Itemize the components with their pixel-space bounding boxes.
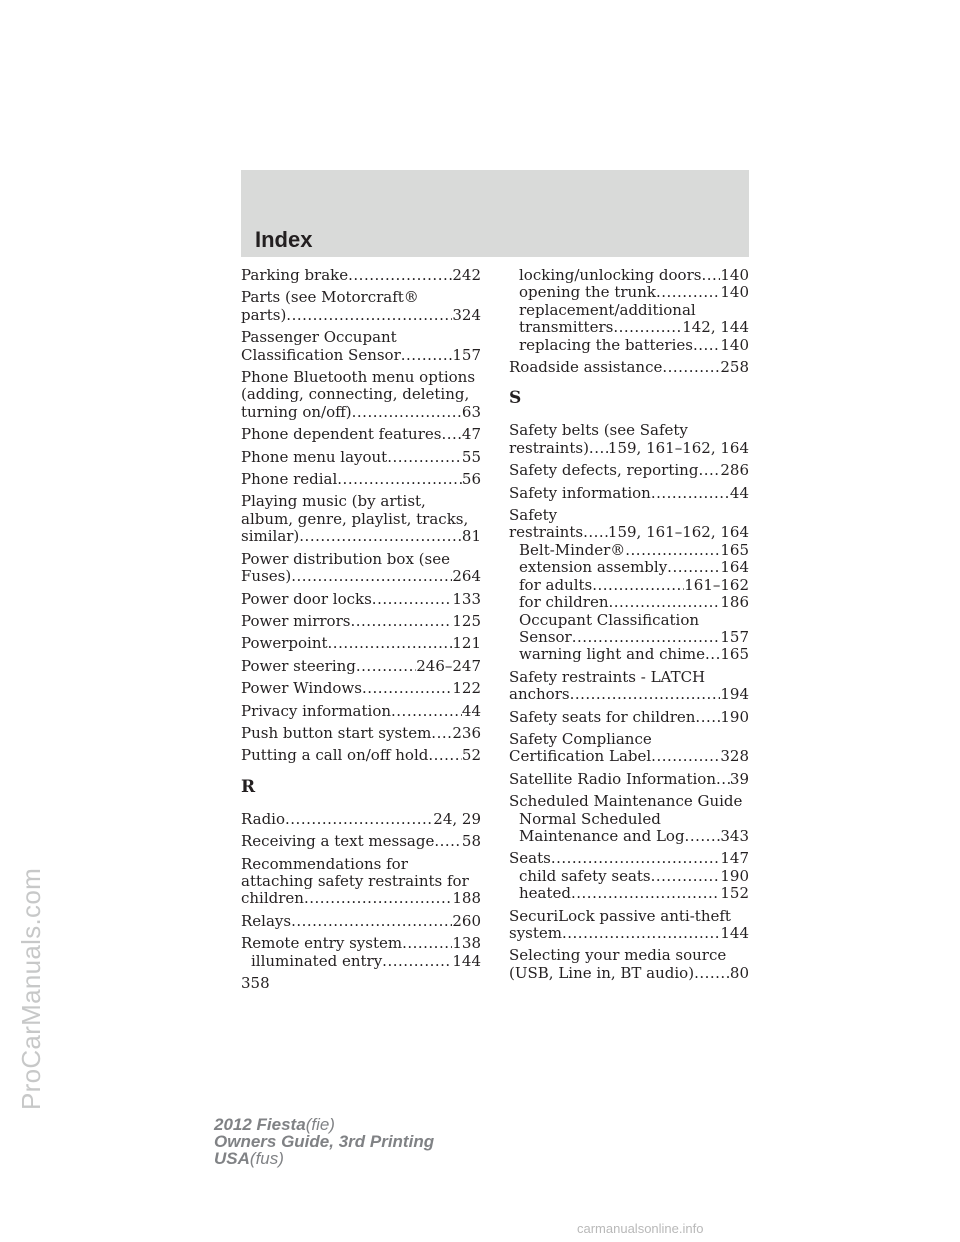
- index-entry-line: [509, 462, 749, 479]
- entry-text: SecuriLock passive anti-theft: [509, 906, 731, 925]
- dot-leader: [662, 359, 720, 376]
- dot-leader: [352, 404, 462, 421]
- index-entry-line: [241, 890, 481, 907]
- entry-text: Safety restraints - LATCH: [509, 667, 706, 686]
- dot-leader: [286, 307, 452, 324]
- dot-leader: [583, 524, 608, 541]
- dot-leader: [382, 953, 452, 970]
- index-subentry-line: [509, 868, 749, 885]
- page-reference: 44: [729, 483, 749, 502]
- entry-text: Safety: [509, 506, 558, 525]
- index-entry: [241, 658, 481, 675]
- index-entry-line: [241, 913, 481, 930]
- entry-text: Safety Compliance: [509, 729, 652, 748]
- index-entry-line: [241, 935, 481, 952]
- index-entry-line: [241, 568, 481, 585]
- index-entry: [241, 747, 481, 764]
- page-reference: 58: [461, 832, 481, 851]
- dot-leader: [387, 449, 462, 466]
- page-reference: 186: [720, 593, 749, 612]
- dot-leader: [592, 577, 684, 594]
- page-reference: 147: [720, 849, 749, 868]
- index-entry-line: [241, 386, 481, 403]
- watermark: ProCarManuals.com: [16, 867, 46, 1110]
- entry-text: Privacy information: [241, 701, 392, 720]
- entry-text: album, genre, playlist, tracks,: [241, 509, 469, 528]
- index-entry: [241, 811, 481, 828]
- index-entry: [241, 329, 481, 364]
- page-reference: 55: [461, 447, 481, 466]
- index-entry: [241, 551, 481, 586]
- index-entry-line: [509, 793, 749, 810]
- index-entry: [241, 471, 481, 488]
- page-reference: 324: [452, 305, 481, 324]
- entry-text: Putting a call on/off hold: [241, 746, 429, 765]
- entry-text: for adults: [519, 575, 593, 594]
- dot-leader: [434, 833, 462, 850]
- entry-text: Phone menu layout: [241, 447, 388, 466]
- index-subentry-line: [241, 953, 481, 970]
- index-entry-line: [241, 725, 481, 742]
- dot-leader: [698, 462, 720, 479]
- entry-text: heated: [519, 884, 571, 903]
- index-entry-line: [241, 471, 481, 488]
- page-reference: 258: [720, 358, 749, 377]
- index-entry-line: [509, 709, 749, 726]
- page-reference: 39: [729, 769, 749, 788]
- entry-text: locking/unlocking doors: [519, 266, 702, 284]
- footer-model-code: (fie): [305, 1115, 335, 1134]
- page-reference: 121: [452, 634, 481, 653]
- index-entry-line: [241, 449, 481, 466]
- entry-text: restraints): [509, 438, 589, 457]
- index-entry-line: [509, 925, 749, 942]
- index-subentry-line: [509, 559, 749, 576]
- index-letter-heading: S: [509, 388, 522, 409]
- index-subentry-line: [509, 612, 749, 629]
- index-entry-line: [241, 833, 481, 850]
- entry-text: Sensor: [519, 627, 572, 646]
- index-entry-line: [241, 267, 481, 284]
- entry-text: Phone Bluetooth menu options: [241, 368, 476, 387]
- document-footer: [214, 1116, 434, 1167]
- index-entry-line: [241, 329, 481, 346]
- entry-text: Certification Label: [509, 747, 652, 766]
- page-reference: 190: [720, 707, 749, 726]
- dot-leader: [291, 913, 452, 930]
- index-entry-line: [509, 669, 749, 686]
- entry-text: warning light and chime: [519, 645, 706, 664]
- entry-text: system: [509, 924, 562, 942]
- dot-leader: [285, 811, 433, 828]
- section-title: Index: [255, 227, 313, 252]
- dot-leader: [609, 594, 721, 611]
- dot-leader: [656, 284, 720, 301]
- entry-text: Safety defects, reporting: [509, 461, 699, 480]
- index-entry-line: [509, 485, 749, 502]
- entry-text: Belt-Minder®: [519, 540, 626, 559]
- entry-text: Fuses): [241, 567, 292, 586]
- entry-text: Powerpoint: [241, 634, 328, 653]
- page-reference: 159, 161–162, 164: [607, 438, 749, 457]
- entry-text: illuminated entry: [251, 951, 383, 970]
- index-entry: [509, 731, 749, 766]
- page-reference: 133: [452, 589, 481, 608]
- index-entry-line: [241, 613, 481, 630]
- footer-region-code: (fus): [249, 1149, 284, 1168]
- entry-text: Passenger Occupant: [241, 328, 397, 347]
- index-entry: [241, 369, 481, 421]
- index-entry: [241, 703, 481, 720]
- dot-leader: [685, 828, 721, 845]
- page-reference: 138: [452, 934, 481, 953]
- index-entry-line: [241, 551, 481, 568]
- index-subentry-line: [509, 885, 749, 902]
- entry-text: Roadside assistance: [509, 358, 663, 377]
- index-entry: [241, 913, 481, 930]
- page-reference: 44: [461, 701, 481, 720]
- page-reference: 140: [720, 283, 749, 302]
- dot-leader: [716, 771, 730, 788]
- entry-text: Power steering: [241, 656, 356, 675]
- index-entry-line: [241, 289, 481, 306]
- index-subentry-line: [509, 267, 749, 284]
- page-reference: 165: [720, 540, 749, 559]
- entry-text: Safety information: [509, 483, 651, 502]
- entry-text: Push button start system: [241, 723, 432, 742]
- entry-text: for children: [519, 593, 609, 612]
- page-reference: 140: [720, 266, 749, 284]
- index-entry: [509, 485, 749, 502]
- page-reference: 190: [720, 866, 749, 885]
- entry-text: Safety belts (see Safety: [509, 421, 688, 440]
- page-reference: 152: [720, 884, 749, 903]
- entry-text: Selecting your media source: [509, 946, 727, 965]
- dot-leader: [291, 568, 452, 585]
- index-entry-line: [509, 440, 749, 457]
- page-reference: 63: [461, 402, 481, 421]
- index-header-band: [241, 170, 749, 257]
- dot-leader: [441, 426, 461, 443]
- index-entry: [509, 793, 749, 845]
- index-entry: [509, 850, 749, 902]
- index-entry: [509, 422, 749, 457]
- dot-leader: [570, 686, 721, 703]
- entry-text: Phone redial: [241, 470, 338, 489]
- index-subentry-line: [509, 811, 749, 828]
- entry-text: Power mirrors: [241, 611, 351, 630]
- index-entry: [241, 833, 481, 850]
- dot-leader: [328, 635, 453, 652]
- page-reference: 142, 144: [682, 318, 749, 337]
- index-entry-line: [241, 856, 481, 873]
- index-entry-line: [241, 811, 481, 828]
- index-letter-heading: R: [241, 776, 256, 797]
- dot-leader: [571, 885, 720, 902]
- page-reference: 164: [720, 558, 749, 577]
- page-reference: 140: [720, 335, 749, 354]
- page-reference: 328: [720, 747, 749, 766]
- dot-leader: [589, 440, 608, 457]
- page-reference: 81: [461, 527, 481, 546]
- entry-text: Parts (see Motorcraft®: [241, 288, 419, 307]
- entry-text: Normal Scheduled: [519, 809, 661, 828]
- entry-text: Power door locks: [241, 589, 372, 608]
- page-reference: 52: [461, 746, 481, 765]
- index-entry-line: [241, 703, 481, 720]
- entry-text: extension assembly: [519, 558, 668, 577]
- index-entry-line: [241, 511, 481, 528]
- index-entry-line: [509, 359, 749, 376]
- entry-text: Occupant Classification: [519, 610, 700, 629]
- dot-leader: [693, 337, 720, 354]
- index-entry-line: [241, 493, 481, 510]
- index-entry: [241, 935, 481, 970]
- entry-text: children: [241, 889, 304, 908]
- index-entry-line: [241, 635, 481, 652]
- index-subentry-line: [509, 284, 749, 301]
- index-entry: [509, 669, 749, 704]
- dot-leader: [651, 868, 721, 885]
- dot-leader: [350, 613, 452, 630]
- dot-leader: [428, 747, 462, 764]
- page-reference: 56: [461, 470, 481, 489]
- index-entry-line: [241, 347, 481, 364]
- index-subentry-line: [509, 542, 749, 559]
- entry-text: parts): [241, 305, 287, 324]
- index-entry-line: [241, 528, 481, 545]
- index-subentry-line: [509, 646, 749, 663]
- entry-text: opening the trunk: [519, 283, 656, 302]
- entry-text: Playing music (by artist,: [241, 492, 426, 511]
- dot-leader: [695, 709, 720, 726]
- dot-leader: [651, 748, 720, 765]
- index-entry-line: [241, 747, 481, 764]
- page-reference: 24, 29: [433, 809, 481, 828]
- footer-model: 2012 Fiesta: [214, 1115, 306, 1134]
- dot-leader: [431, 725, 452, 742]
- index-subentry-line: [509, 629, 749, 646]
- index-entry-line: [509, 731, 749, 748]
- index-entry-line: [241, 369, 481, 386]
- index-subentry-line: [509, 337, 749, 354]
- index-entry-line: [509, 850, 749, 867]
- page-reference: 236: [452, 723, 481, 742]
- entry-text: Receiving a text message: [241, 832, 435, 851]
- page-reference: 246–247: [416, 656, 481, 675]
- index-entry-line: [241, 404, 481, 421]
- dot-leader: [304, 890, 452, 907]
- index-entry-line: [509, 771, 749, 788]
- index-entry-line: [509, 422, 749, 439]
- index-entry: [241, 856, 481, 908]
- dot-leader: [402, 935, 452, 952]
- index-entry: [241, 493, 481, 545]
- entry-text: replacing the batteries: [519, 335, 693, 354]
- index-entry: [241, 613, 481, 630]
- page-reference: 125: [452, 611, 481, 630]
- index-entry: [509, 462, 749, 479]
- site-watermark: carmanualsonline.info: [577, 1221, 704, 1236]
- index-entry-line: [509, 947, 749, 964]
- index-entry-line: [509, 965, 749, 982]
- index-entry: [509, 267, 749, 354]
- entry-text: child safety seats: [519, 866, 651, 885]
- dot-leader: [625, 542, 720, 559]
- page-reference: 80: [729, 963, 749, 982]
- dot-leader: [572, 629, 721, 646]
- index-entry-line: [509, 748, 749, 765]
- index-entry: [241, 725, 481, 742]
- dot-leader: [694, 965, 730, 982]
- page-reference: 144: [720, 924, 749, 942]
- entry-text: restraints: [509, 523, 584, 542]
- entry-text: attaching safety restraints for: [241, 871, 469, 890]
- index-entry: [509, 709, 749, 726]
- entry-text: Seats: [509, 849, 551, 868]
- index-subentry-line: [509, 828, 749, 845]
- index-entry: [509, 507, 749, 664]
- page-reference: 122: [452, 679, 481, 698]
- footer-region: USA: [214, 1149, 250, 1168]
- entry-text: Power distribution box (see: [241, 549, 450, 568]
- entry-text: Scheduled Maintenance Guide: [509, 792, 743, 811]
- index-entry: [241, 680, 481, 697]
- entry-text: similar): [241, 527, 300, 546]
- index-entry-line: [509, 524, 749, 541]
- page-reference: 343: [720, 826, 749, 845]
- dot-leader: [701, 267, 720, 284]
- index-entry: [241, 267, 481, 284]
- dot-leader: [401, 347, 453, 364]
- index-entry: [241, 289, 481, 324]
- page-reference: 242: [452, 266, 481, 284]
- page-reference: 194: [720, 685, 749, 704]
- dot-leader: [362, 680, 452, 697]
- index-entry: [241, 591, 481, 608]
- index-entry: [241, 449, 481, 466]
- index-entry-line: [241, 658, 481, 675]
- index-entry: [509, 908, 749, 943]
- index-entry: [509, 947, 749, 982]
- index-entry-line: [241, 307, 481, 324]
- entry-text: (USB, Line in, BT audio): [509, 963, 695, 982]
- index-entry: [241, 635, 481, 652]
- entry-text: turning on/off): [241, 402, 352, 421]
- dot-leader: [562, 925, 720, 942]
- entry-text: Relays: [241, 911, 292, 930]
- index-subentry-line: [509, 319, 749, 336]
- index-column-right: [509, 267, 749, 987]
- index-subentry-line: [509, 577, 749, 594]
- entry-text: Remote entry system: [241, 934, 403, 953]
- entry-text: Radio: [241, 809, 286, 828]
- index-entry-line: [509, 686, 749, 703]
- dot-leader: [705, 646, 720, 663]
- page-reference: 260: [452, 911, 481, 930]
- dot-leader: [348, 267, 452, 284]
- page-reference: 286: [720, 461, 749, 480]
- dot-leader: [613, 319, 682, 336]
- entry-text: anchors: [509, 685, 570, 704]
- page-reference: 157: [452, 345, 481, 364]
- page-reference: 144: [452, 951, 481, 970]
- entry-text: Parking brake: [241, 266, 349, 284]
- page-reference: 165: [720, 645, 749, 664]
- entry-text: transmitters: [519, 318, 614, 337]
- dot-leader: [667, 559, 720, 576]
- page-number: 358: [241, 974, 270, 992]
- footer-guide: Owners Guide, 3rd Printing: [214, 1132, 435, 1151]
- entry-text: Maintenance and Log: [519, 826, 685, 845]
- dot-leader: [337, 471, 462, 488]
- index-entry-line: [241, 873, 481, 890]
- dot-leader: [372, 591, 453, 608]
- entry-text: (adding, connecting, deleting,: [241, 385, 470, 404]
- index-column-left: [241, 267, 481, 992]
- dot-leader: [551, 850, 721, 867]
- index-subentry-line: [509, 302, 749, 319]
- index-entry: [509, 359, 749, 376]
- index-entry-line: [241, 591, 481, 608]
- entry-text: Satellite Radio Information: [509, 769, 716, 788]
- entry-text: Recommendations for: [241, 854, 408, 873]
- dot-leader: [299, 528, 462, 545]
- page-reference: 47: [461, 425, 481, 444]
- index-entry-line: [241, 680, 481, 697]
- dot-leader: [391, 703, 462, 720]
- index-entry: [509, 771, 749, 788]
- entry-text: Power Windows: [241, 679, 362, 698]
- page-reference: 161–162: [684, 575, 749, 594]
- entry-text: Safety seats for children: [509, 707, 696, 726]
- page-reference: 264: [452, 567, 481, 586]
- dot-leader: [651, 485, 730, 502]
- entry-text: replacement/additional: [519, 300, 696, 319]
- dot-leader: [356, 658, 416, 675]
- index-subentry-line: [509, 594, 749, 611]
- entry-text: Classification Sensor: [241, 345, 401, 364]
- index-entry: [241, 426, 481, 443]
- index-entry-line: [509, 908, 749, 925]
- page-reference: 157: [720, 627, 749, 646]
- page-reference: 188: [452, 889, 481, 908]
- index-entry-line: [509, 507, 749, 524]
- index-entry-line: [241, 426, 481, 443]
- entry-text: Phone dependent features: [241, 425, 442, 444]
- page-reference: 159, 161–162, 164: [607, 523, 749, 542]
